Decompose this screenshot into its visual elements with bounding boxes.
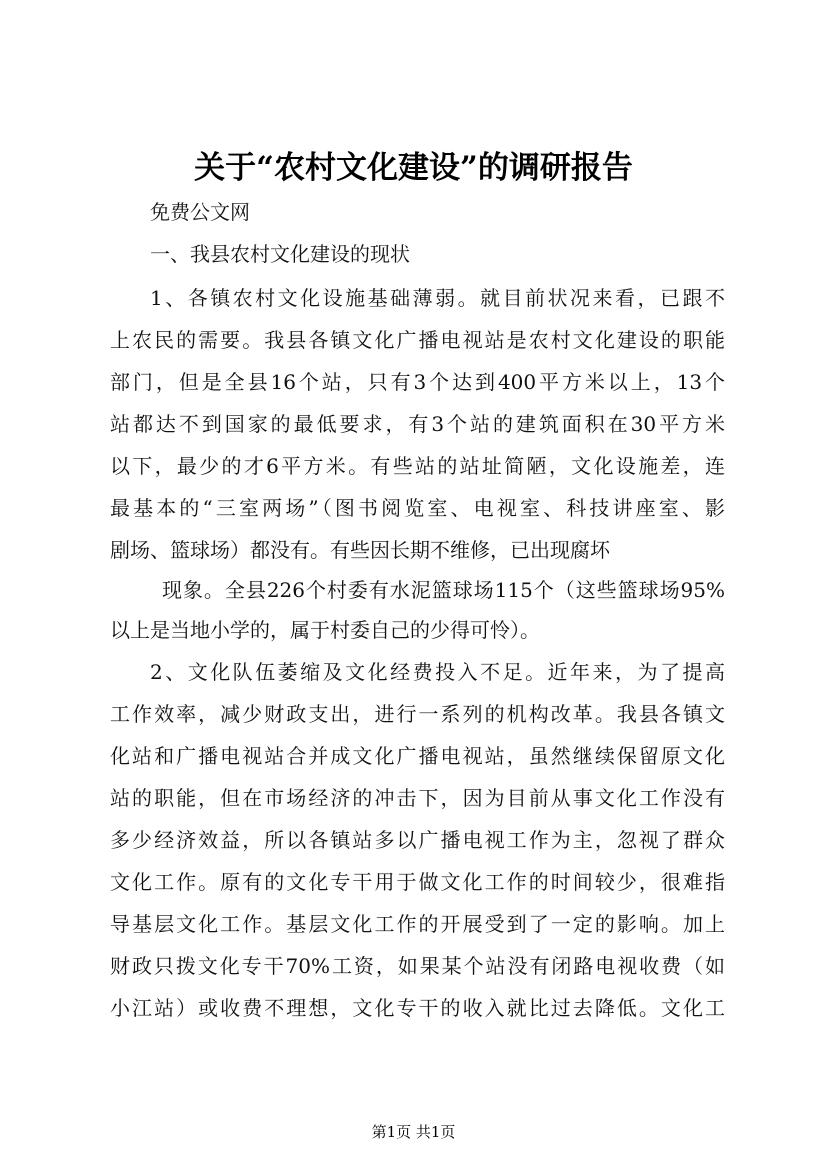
body-line: 以下，最少的才6平方米。有些站的站址简陋，文化设施差，连 [110,454,725,478]
body-line: 文化工作。原有的文化专干用于做文化工作的时间较少，很难指 [110,870,725,894]
body-line: 化站和广播电视站合并成文化广播电视站，虽然继续保留原文化 [110,744,725,768]
body-line: 现象。全县226个村委有水泥篮球场115个（这些篮球场95% [162,578,725,602]
body-line: 剧场、篮球场）都没有。有些因长期不维修，已出现腐坏 [110,538,610,562]
body-line: 最基本的“三室两场”（图书阅览室、电视室、科技讲座室、影 [110,496,725,520]
page-footer: 第1页 共1页 [371,1123,456,1141]
body-line: 2、文化队伍萎缩及文化经费投入不足。近年来，为了提高 [150,660,725,684]
body-line: 多少经济效益，所以各镇站多以广播电视工作为主，忽视了群众 [110,828,725,852]
body-line: 工作效率，减少财政支出，进行一系列的机构改革。我县各镇文 [110,702,725,726]
body-line: 站的职能，但在市场经济的冲击下，因为目前从事文化工作没有 [110,786,725,810]
body-line: 以上是当地小学的，属于村委自己的少得可怜）。 [110,618,540,642]
body-line: 导基层文化工作。基层文化工作的开展受到了一定的影响。加上 [110,912,725,936]
body-line: 站都达不到国家的最低要求，有3个站的建筑面积在30平方米 [110,412,725,436]
section-heading: 一、我县农村文化建设的现状 [150,242,410,266]
body-line: 上农民的需要。我县各镇文化广播电视站是农村文化建设的职能 [110,328,725,352]
body-line: 小江站）或收费不理想，文化专干的收入就比过去降低。文化工 [110,996,725,1020]
body-line: 1、各镇农村文化设施基础薄弱。就目前状况来看，已跟不 [150,286,725,310]
source-line: 免费公文网 [150,200,250,224]
body-line: 部门，但是全县16个站，只有3个达到400平方米以上，13个 [110,370,725,394]
body-line: 财政只拨文化专干70%工资，如果某个站没有闭路电视收费（如 [110,954,725,978]
document-title: 关于“农村文化建设”的调研报告 [194,150,633,186]
